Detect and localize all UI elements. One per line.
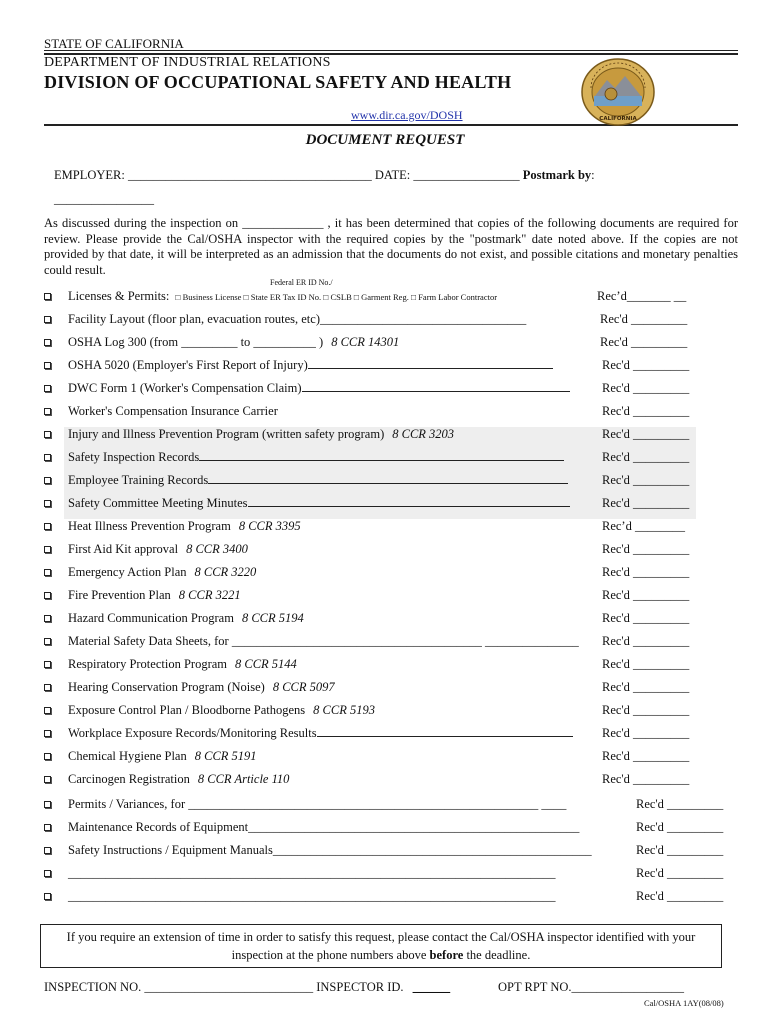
- document-item: [0, 519, 770, 542]
- ccr-citation: 8 CCR Article 110: [197, 772, 290, 786]
- item-checkbox[interactable]: [44, 316, 51, 323]
- item-label: First Aid Kit approval 8 CCR 3400: [68, 542, 248, 556]
- document-item: [0, 404, 770, 427]
- received-field[interactable]: Rec'd _________: [636, 843, 724, 857]
- page-title: DOCUMENT REQUEST: [305, 132, 465, 148]
- received-field[interactable]: Rec'd _________: [602, 772, 690, 786]
- item-checkbox[interactable]: [44, 776, 51, 783]
- employer-field[interactable]: EMPLOYER: _______________________________________: [54, 168, 372, 182]
- document-item: [64, 450, 696, 473]
- fill-in-line[interactable]: [317, 726, 573, 737]
- postmark-label: Postmark by: [522, 168, 592, 182]
- document-item: [0, 358, 770, 381]
- svg-text:CALIFORNIA: CALIFORNIA: [599, 116, 637, 122]
- received-field[interactable]: Rec'd _________: [602, 726, 690, 740]
- item-checkbox[interactable]: [44, 569, 51, 576]
- document-item: [0, 381, 770, 404]
- item-label: Maintenance Records of Equipment_____________________________________________________: [68, 820, 580, 834]
- document-item: [64, 473, 696, 496]
- received-field[interactable]: Rec'd _________: [602, 680, 690, 694]
- item-checkbox[interactable]: [44, 684, 51, 691]
- document-item: [0, 726, 770, 749]
- item-label: OSHA 5020 (Employer's First Report of Injury): [68, 358, 553, 373]
- fill-in-line[interactable]: [308, 358, 553, 369]
- received-field[interactable]: Rec'd _________: [602, 496, 690, 510]
- item-checkbox[interactable]: [44, 847, 51, 854]
- item-checkbox[interactable]: [44, 592, 51, 599]
- form-number: Cal/OSHA 1AY(08/08): [644, 998, 724, 1008]
- fill-in-line[interactable]: [208, 473, 568, 484]
- item-label: Employee Training Records: [68, 473, 568, 488]
- header-rule: [44, 50, 738, 51]
- ccr-citation: 8 CCR 14301: [331, 335, 400, 349]
- document-item: [0, 680, 770, 703]
- received-field[interactable]: Rec'd _________: [636, 797, 724, 811]
- item-checkbox[interactable]: [44, 661, 51, 668]
- item-label: Exposure Control Plan / Bloodborne Pathogens 8 CCR 5193: [68, 703, 375, 717]
- ccr-citation: 8 CCR 3400: [186, 542, 248, 556]
- note-text-1: If you require an extension of time in order to satisfy this request, please contact the Cal/OSHA inspector identified with your inspection at the phone numbers above: [66, 930, 696, 962]
- license-options[interactable]: □ Business License □ State ER Tax ID No. □ CSLB □ Garment Reg. □ Farm Labor Contractor: [175, 292, 498, 302]
- received-field[interactable]: Rec'd _________: [602, 565, 690, 579]
- ccr-citation: 8 CCR 5191: [194, 749, 257, 763]
- fill-in-line[interactable]: [199, 450, 564, 461]
- item-label: Safety Instructions / Equipment Manuals___________________________________________________: [68, 843, 592, 857]
- received-field[interactable]: Rec'd _________: [602, 381, 690, 395]
- postmark-colon: :: [591, 168, 595, 182]
- item-checkbox[interactable]: [44, 339, 51, 346]
- item-checkbox[interactable]: [44, 385, 51, 392]
- received-field[interactable]: Rec'd _________: [602, 749, 690, 763]
- item-label: Heat Illness Prevention Program 8 CCR 3395: [68, 519, 301, 533]
- received-field[interactable]: Rec'd _________: [600, 335, 688, 349]
- item-checkbox[interactable]: [44, 477, 51, 484]
- item-checkbox[interactable]: [44, 454, 51, 461]
- inspection-number-field[interactable]: INSPECTION NO. ___________________________ INSPECTOR ID.: [44, 980, 404, 994]
- received-field[interactable]: Rec'd _________: [602, 657, 690, 671]
- item-label: Carcinogen Registration 8 CCR Article 110: [68, 772, 290, 786]
- date-field[interactable]: DATE: _________________: [374, 168, 520, 182]
- division-name: DIVISION OF OCCUPATIONAL SAFETY AND HEALTH: [44, 72, 512, 92]
- ccr-citation: 8 CCR 3395: [238, 519, 301, 533]
- document-item: [0, 588, 770, 611]
- item-checkbox[interactable]: [44, 638, 51, 645]
- document-item: [0, 703, 770, 726]
- item-label: Emergency Action Plan 8 CCR 3220: [68, 565, 257, 579]
- document-item: [64, 427, 696, 450]
- document-item: [0, 312, 770, 335]
- received-field[interactable]: Rec’d ________: [602, 519, 685, 533]
- ccr-citation: 8 CCR 5193: [313, 703, 375, 717]
- received-field[interactable]: Rec'd _________: [636, 889, 724, 903]
- note-text-2: the deadline.: [463, 948, 531, 962]
- item-checkbox[interactable]: [44, 408, 51, 415]
- item-checkbox[interactable]: [44, 293, 51, 300]
- item-label: ______________________________________________________________________________: [68, 866, 556, 880]
- department-name: DEPARTMENT OF INDUSTRIAL RELATIONS: [44, 55, 331, 70]
- received-field[interactable]: Rec'd _________: [636, 820, 724, 834]
- item-label: Injury and Illness Prevention Program (written safety program) 8 CCR 3203: [68, 427, 455, 441]
- received-field[interactable]: Rec'd _________: [602, 473, 690, 487]
- item-checkbox[interactable]: [44, 893, 51, 900]
- received-field[interactable]: Rec'd _________: [602, 634, 690, 648]
- received-field[interactable]: Rec'd _________: [602, 450, 690, 464]
- document-item: [0, 565, 770, 588]
- document-item: [0, 843, 770, 866]
- received-field[interactable]: Rec’d_______ __: [597, 289, 687, 303]
- document-item: [0, 866, 770, 889]
- dosh-link[interactable]: www.dir.ca.gov/DOSH: [351, 108, 463, 122]
- opt-rpt-field[interactable]: OPT RPT NO.__________________: [498, 980, 685, 994]
- inspection-line: [44, 980, 450, 995]
- document-item: [64, 496, 696, 519]
- inspector-id-field[interactable]: ______: [412, 980, 451, 994]
- item-label: Material Safety Data Sheets, for ________________________________________ _______________: [68, 634, 579, 648]
- item-label: Workplace Exposure Records/Monitoring Results: [68, 726, 573, 741]
- item-label: Safety Inspection Records: [68, 450, 564, 465]
- ccr-citation: 8 CCR 3221: [178, 588, 241, 602]
- document-item: [0, 289, 770, 312]
- item-checkbox[interactable]: [44, 824, 51, 831]
- item-label: Hearing Conservation Program (Noise) 8 CCR 5097: [68, 680, 335, 694]
- item-label: Hazard Communication Program 8 CCR 5194: [68, 611, 304, 625]
- item-checkbox[interactable]: [44, 615, 51, 622]
- received-field[interactable]: Rec'd _________: [600, 312, 688, 326]
- item-label: Worker's Compensation Insurance Carrier: [68, 404, 278, 418]
- fill-in-line[interactable]: [302, 381, 570, 392]
- item-label: Safety Committee Meeting Minutes: [68, 496, 570, 511]
- ccr-citation: 8 CCR 3220: [194, 565, 257, 579]
- item-checkbox[interactable]: [44, 730, 51, 737]
- received-field[interactable]: Rec'd _________: [636, 866, 724, 880]
- item-checkbox[interactable]: [44, 431, 51, 438]
- item-label: Licenses & Permits: □ Business License □ State ER Tax ID No. □ CSLB □ Garment Reg. □ Farm Labor Contractor: [68, 289, 498, 303]
- item-checkbox[interactable]: [44, 707, 51, 714]
- received-field[interactable]: Rec'd _________: [602, 588, 690, 602]
- item-label: ______________________________________________________________________________: [68, 889, 556, 903]
- document-item: [0, 542, 770, 565]
- california-seal-icon: [581, 58, 655, 126]
- received-field[interactable]: Rec'd _________: [602, 542, 690, 556]
- ccr-citation: 8 CCR 5097: [272, 680, 335, 694]
- item-checkbox[interactable]: [44, 500, 51, 507]
- federal-er-id-label: Federal ER ID No./: [270, 278, 333, 287]
- document-item: [0, 611, 770, 634]
- item-checkbox[interactable]: [44, 546, 51, 553]
- item-checkbox[interactable]: [44, 753, 51, 760]
- ccr-citation: 8 CCR 3203: [392, 427, 455, 441]
- item-label: Facility Layout (floor plan, evacuation routes, etc)_________________________________: [68, 312, 527, 326]
- document-item: [0, 749, 770, 772]
- item-label: Chemical Hygiene Plan 8 CCR 5191: [68, 749, 257, 763]
- received-field[interactable]: Rec'd _________: [602, 427, 690, 441]
- received-field[interactable]: Rec'd _________: [602, 358, 690, 372]
- item-label: DWC Form 1 (Worker's Compensation Claim): [68, 381, 570, 396]
- ccr-citation: 8 CCR 5194: [241, 611, 304, 625]
- ccr-citation: 8 CCR 5144: [235, 657, 297, 671]
- item-checkbox[interactable]: [44, 362, 51, 369]
- extension-note: [40, 924, 722, 968]
- item-checkbox[interactable]: [44, 870, 51, 877]
- document-item: [0, 772, 770, 795]
- intro-paragraph: As discussed during the inspection on _____________ , it has been determined that copies of the following documents are required for review. Please provide the Cal/OSHA inspector with the required copies by the "postmark" date noted above. If the copies are not provided by that date, it will be interpreted as an admission that the documents do not exist, and possible citations and monetary penalties could result.: [44, 216, 738, 277]
- received-field[interactable]: Rec'd _________: [602, 404, 690, 418]
- received-field[interactable]: Rec'd _________: [602, 703, 690, 717]
- postmark-field[interactable]: ________________: [54, 192, 154, 206]
- item-label: Permits / Variances, for ________________________________________________________ ____: [68, 797, 567, 811]
- state-header: STATE OF CALIFORNIA: [44, 36, 184, 51]
- fill-in-line[interactable]: [248, 496, 570, 507]
- item-checkbox[interactable]: [44, 523, 51, 530]
- note-bold: before: [429, 948, 464, 962]
- item-label: OSHA Log 300 (from _________ to __________ ) 8 CCR 14301: [68, 335, 400, 349]
- document-item: [0, 797, 770, 820]
- item-label: Respiratory Protection Program 8 CCR 5144: [68, 657, 297, 671]
- document-item: [0, 335, 770, 358]
- document-item: [0, 889, 770, 912]
- document-item: [0, 657, 770, 680]
- document-item: [0, 634, 770, 657]
- received-field[interactable]: Rec'd _________: [602, 611, 690, 625]
- item-checkbox[interactable]: [44, 801, 51, 808]
- document-item: [0, 820, 770, 843]
- item-label: Fire Prevention Plan 8 CCR 3221: [68, 588, 241, 602]
- employer-date-line: [54, 168, 595, 183]
